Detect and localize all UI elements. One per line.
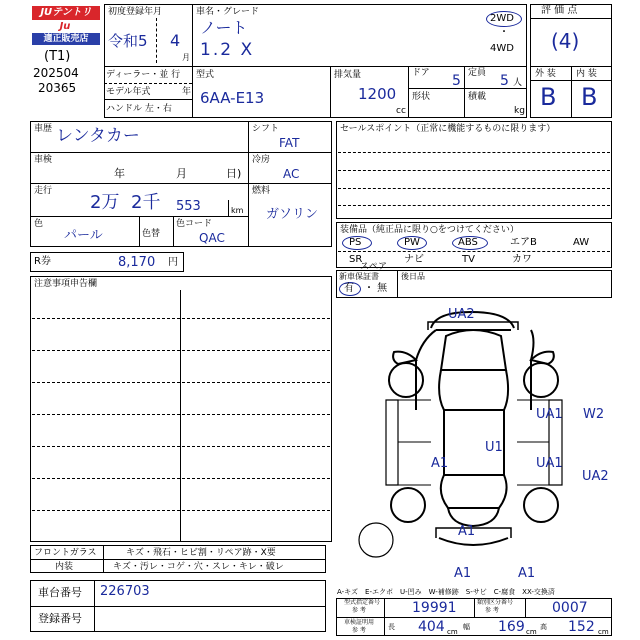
inspection-label: 車検 bbox=[34, 155, 53, 165]
mark-left-rear-a1: A1 bbox=[431, 456, 449, 471]
warranty-label: 新車保証書 bbox=[339, 272, 379, 281]
interior-grade: B bbox=[581, 83, 598, 111]
mark-right-rear-ua1: UA1 bbox=[536, 456, 563, 471]
dealer-label: ディーラー・並 行 bbox=[106, 70, 181, 80]
mileage-unit: km bbox=[231, 206, 244, 215]
mark-right-front-ua1: UA1 bbox=[536, 407, 563, 422]
displacement-unit: cc bbox=[396, 106, 406, 116]
dealer-badge: 適正販売店 bbox=[32, 33, 100, 45]
registration-month: 4 bbox=[170, 31, 181, 50]
recycle-value: 8,170 bbox=[118, 255, 156, 270]
model-year-unit: 年 bbox=[182, 87, 192, 97]
color-code: QAC bbox=[199, 231, 225, 245]
mileage-rest: 553 bbox=[176, 199, 201, 214]
displacement-value: 1200 bbox=[358, 85, 397, 103]
color-change-label: 色替 bbox=[142, 229, 161, 239]
mark-front-ua2: UA2 bbox=[448, 307, 475, 322]
warranty-yes: 有 bbox=[344, 283, 354, 294]
class-number-label: 類別区分番号 bbox=[477, 599, 514, 606]
model-value: 6AA-E13 bbox=[200, 89, 265, 107]
color-code-label: 色コード bbox=[176, 219, 213, 229]
type-spec-value: 19991 bbox=[412, 600, 457, 616]
chassis-label: 車台番号 bbox=[38, 586, 82, 599]
displacement-label: 排気量 bbox=[334, 70, 362, 80]
equip-leather: カワ bbox=[512, 254, 532, 265]
capacity-label: 定員 bbox=[468, 68, 487, 78]
handle-label: ハンドル 左・右 bbox=[106, 104, 172, 114]
equipment-label: 装備品（純正品に限り○をつけてください） bbox=[340, 225, 519, 235]
shift-label: シフト bbox=[252, 124, 280, 134]
inspection-day: 日) bbox=[226, 167, 242, 180]
height-unit: cm bbox=[598, 628, 609, 636]
equip-airbag: エアB bbox=[510, 237, 537, 248]
brand-logo: JUテントリ bbox=[32, 6, 100, 20]
load-label: 積載 bbox=[468, 92, 487, 102]
capacity-value: 5 bbox=[500, 73, 509, 89]
mark-rear-bumper-right-a1: A1 bbox=[518, 566, 536, 581]
logo-box bbox=[30, 4, 102, 44]
mileage-label: 走行 bbox=[34, 186, 53, 196]
mileage-man: 2万 bbox=[90, 192, 120, 213]
car-grade: 1.2 X bbox=[200, 40, 255, 60]
aircon-value: AC bbox=[283, 167, 300, 181]
history-label: 車歴 bbox=[34, 124, 53, 134]
equip-ps: PS bbox=[349, 237, 362, 248]
recycle-label: R券 bbox=[34, 256, 51, 267]
model-year-label: モデル年式 bbox=[106, 87, 151, 97]
reg-number-label: 登録番号 bbox=[38, 612, 82, 625]
car-diagram bbox=[336, 300, 612, 585]
fuel-value: ガソリン bbox=[266, 207, 319, 222]
manual-label: 後日品 bbox=[401, 272, 425, 281]
damage-legend: A-キズ E-エクボ U-凹み W-補修跡 S-サビ C-腐食 XX-交換済 bbox=[337, 588, 555, 596]
notes-label: 注意事項申告欄 bbox=[34, 279, 98, 289]
color-value: パール bbox=[64, 228, 103, 243]
history-value: レンタカー bbox=[56, 126, 140, 146]
color-label: 色 bbox=[34, 219, 44, 229]
width-label: 幅 bbox=[463, 623, 470, 631]
exterior-label: 外 装 bbox=[535, 69, 556, 79]
drive-2wd: 2WD bbox=[490, 13, 514, 24]
mark-right-ua2: UA2 bbox=[582, 469, 609, 484]
dims-label: 車検証明用 bbox=[344, 619, 375, 626]
interior-label: 内 装 bbox=[576, 69, 597, 79]
mark-right-front-w2: W2 bbox=[583, 407, 605, 422]
interior-notes-label: 内装 bbox=[55, 562, 74, 572]
evaluation-score: (4) bbox=[551, 29, 580, 53]
equip-aw: AW bbox=[573, 237, 590, 248]
notes-box bbox=[30, 276, 332, 542]
recycle-unit: 円 bbox=[168, 257, 178, 268]
length-unit: cm bbox=[447, 628, 458, 636]
fuel-label: 燃料 bbox=[252, 186, 271, 196]
type-spec-label: 型式指定番号 bbox=[344, 599, 381, 606]
registration-label: 初度登録年月 bbox=[108, 7, 163, 17]
sheet-year-month: 202504 bbox=[33, 66, 79, 80]
registration-era: 令和5 bbox=[108, 32, 148, 50]
equip-abs: ABS bbox=[458, 237, 478, 248]
exterior-grade: B bbox=[540, 83, 557, 111]
capacity-unit: 人 bbox=[513, 78, 523, 88]
drive-4wd: 4WD bbox=[490, 43, 514, 54]
front-glass-label: フロントガラス bbox=[34, 548, 97, 558]
chassis-value: 226703 bbox=[100, 584, 150, 599]
spare-label: スペア bbox=[360, 262, 388, 272]
registration-month-unit: 月 bbox=[182, 53, 190, 62]
shape-label: 形状 bbox=[412, 92, 431, 102]
equip-tv: TV bbox=[462, 254, 475, 265]
car-name-label: 車名・グレード bbox=[196, 7, 260, 17]
warranty-no: ・ 無 bbox=[364, 283, 388, 294]
sheet-number: 20365 bbox=[38, 81, 77, 95]
sheet-t-code: (T1) bbox=[44, 49, 71, 64]
doors-value: 5 bbox=[452, 73, 461, 89]
mark-rear-a1: A1 bbox=[458, 524, 476, 539]
equip-navi: ナビ bbox=[404, 254, 424, 265]
model-label: 型式 bbox=[196, 70, 215, 80]
equip-sr: SR bbox=[349, 254, 363, 265]
class-number-ref: 参 考 bbox=[485, 607, 499, 614]
inspection-month: 月 bbox=[176, 167, 187, 180]
length-label: 長 bbox=[388, 623, 395, 631]
width-value: 169 bbox=[498, 619, 525, 635]
mark-rear-bumper-left-a1: A1 bbox=[454, 566, 472, 581]
mileage-sen: 2千 bbox=[131, 192, 161, 213]
sales-point-label: セールスポイント（正常に機能するものに限ります） bbox=[340, 124, 556, 134]
mark-roof-u1: U1 bbox=[485, 440, 503, 455]
car-name: ノート bbox=[200, 18, 248, 37]
length-value: 404 bbox=[418, 619, 445, 635]
class-number-value: 0007 bbox=[552, 600, 588, 616]
equip-pw: PW bbox=[404, 237, 420, 248]
load-unit: kg bbox=[514, 106, 525, 116]
front-glass-text: キズ・飛石・ヒビ割・リペア跡・X要 bbox=[126, 548, 276, 558]
drive-dot: ・ bbox=[499, 27, 509, 38]
height-label: 高 bbox=[540, 623, 547, 631]
inspection-year: 年 bbox=[114, 167, 125, 180]
ju-logo: Ju bbox=[59, 21, 71, 32]
shift-value: FAT bbox=[279, 136, 300, 150]
width-unit: cm bbox=[526, 628, 537, 636]
recycle-box bbox=[30, 252, 184, 272]
aircon-label: 冷房 bbox=[252, 155, 271, 165]
dims-ref: 参 考 bbox=[352, 627, 366, 634]
interior-notes-text: キズ・汚レ・コゲ・穴・スレ・キレ・破レ bbox=[113, 562, 284, 572]
doors-label: ドア bbox=[412, 68, 430, 78]
height-value: 152 bbox=[568, 619, 595, 635]
evaluation-label: 評 価 点 bbox=[541, 5, 578, 16]
type-spec-ref: 参 考 bbox=[352, 607, 366, 614]
